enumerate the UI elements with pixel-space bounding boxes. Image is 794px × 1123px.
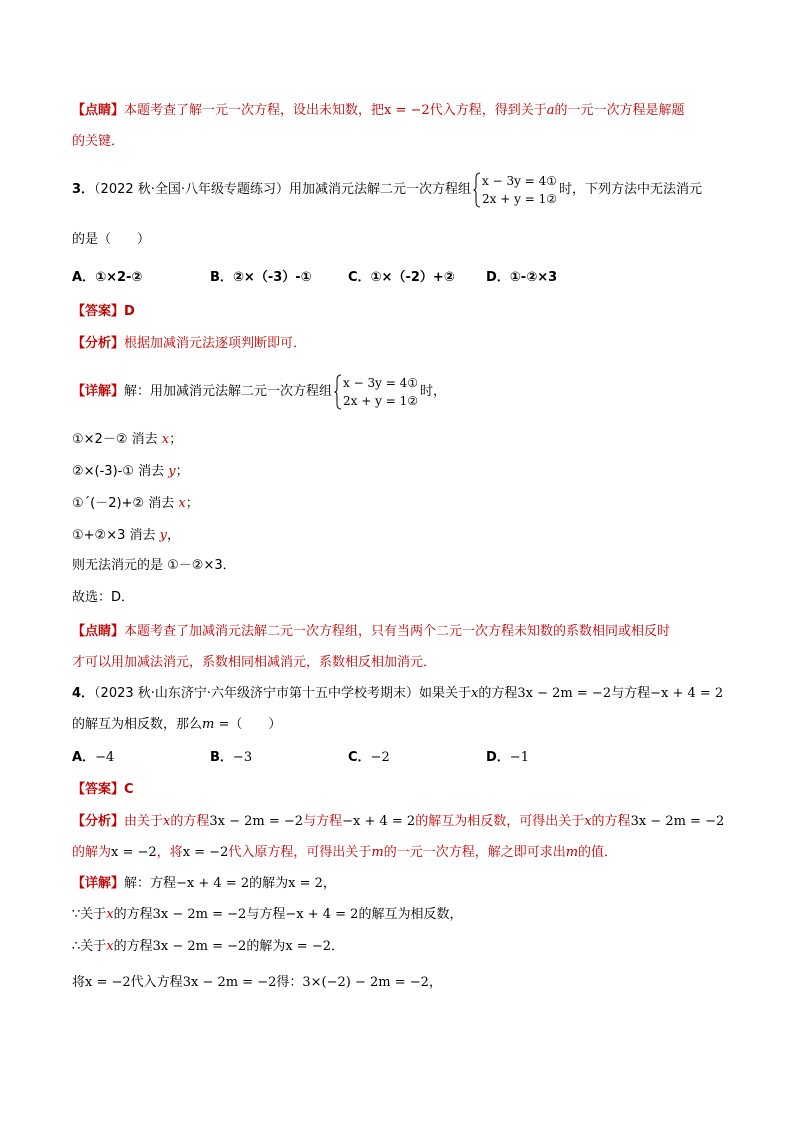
question-source: （2023 秋·山东济宁·六年级济宁市第十五中学校考期末）: [94, 686, 420, 701]
option-label: D．: [486, 270, 510, 285]
option-label: A．: [72, 270, 96, 285]
analysis-text: ，将: [156, 845, 183, 860]
option-text: −3: [232, 750, 253, 765]
choose-text: 故选：D．: [72, 590, 135, 605]
math-variable: y: [168, 464, 176, 479]
question-stem: 与方程: [611, 686, 651, 701]
question-source: （2022 秋·全国·八年级专题练习）: [94, 182, 290, 197]
math-expression: 3x − 2m = −2: [152, 939, 247, 954]
question-stem: 用加减消元法解二元一次方程组: [289, 182, 472, 197]
analysis-tag: 【分析】: [72, 336, 125, 351]
option-text: −1: [509, 750, 529, 765]
analysis-text: 的方程: [170, 814, 210, 829]
q3-stem-line2: [72, 230, 150, 250]
analysis-text: 的一元一次方程，解之即可求出: [383, 845, 566, 860]
question-stem: 的是（ ）: [72, 232, 151, 247]
equation-2: 2x + y = 1②: [482, 191, 557, 206]
math-expression: 3x − 2m = −2: [209, 814, 304, 829]
answer-value: D: [124, 304, 135, 319]
q4-stem-line1: [72, 684, 723, 704]
dianjing-text: 本题考查了解一元一次方程，设出未知数，把: [124, 103, 385, 118]
q4-detail-line1: [72, 874, 336, 894]
step-end: ；: [169, 432, 183, 447]
option-text: ①×（-2）+②: [370, 270, 455, 285]
option-d[interactable]: [486, 748, 529, 768]
q3-step: [72, 462, 189, 482]
answer-value: C: [124, 782, 134, 797]
q3-step: [72, 526, 180, 546]
math-expression: −x + 4 = 2: [342, 814, 416, 829]
option-label: B．: [210, 270, 233, 285]
detail-tag: 【详解】: [72, 384, 125, 399]
analysis-tag: 【分析】: [72, 814, 125, 829]
q4-detail-line4: [72, 973, 442, 993]
math-expression: 3×(−2) − 2m = −2: [302, 975, 429, 990]
question-stem: 的解互为相反数，那么: [72, 717, 203, 732]
analysis-text: 的方程: [591, 814, 631, 829]
math-variable: x: [161, 432, 170, 447]
dianjing-text: 的一元一次方程是解题: [554, 103, 685, 118]
step-end: ，: [167, 528, 181, 543]
question-stem: 的方程: [478, 686, 518, 701]
math-variable: m: [565, 845, 579, 860]
detail-text: ．: [331, 939, 345, 954]
math-expression: 3x − 2m = −2: [630, 814, 725, 829]
question-stem: 如果关于: [419, 686, 472, 701]
option-text: ②×（-3）-①: [232, 270, 312, 285]
math-expression: x = −2: [85, 975, 131, 990]
option-label: B．: [210, 750, 233, 765]
q3-analysis: [72, 334, 306, 354]
step-end: ；: [175, 464, 189, 479]
dianjing-text: 本题考查了加减消元法解二元一次方程组，只有当两个二元一次方程未知数的系数相同或相反时: [124, 624, 671, 639]
detail-text: 得：: [276, 975, 303, 990]
option-label: A．: [72, 750, 96, 765]
detail-text: 的解互为相反数，: [358, 907, 463, 922]
detail-text: 解：方程: [124, 876, 177, 891]
q4-detail-line3: [72, 937, 344, 957]
analysis-text: 的值．: [578, 845, 618, 860]
detail-text: ∵关于: [72, 907, 107, 922]
q4-analysis-line2: [72, 843, 617, 863]
detail-text: 解：用加减消元法解二元一次方程组: [124, 384, 333, 399]
option-text: −2: [370, 750, 390, 765]
dianjing-tag: 【点睛】: [72, 624, 125, 639]
analysis-text: 的解互为相反数，可得出关于: [415, 814, 585, 829]
math-variable: x: [106, 907, 114, 922]
q2-dianjing-line2: [72, 132, 124, 152]
equation-1: x − 3y = 4①: [482, 173, 557, 188]
option-a[interactable]: [72, 268, 142, 288]
dianjing-tag: 【点睛】: [72, 103, 125, 118]
q3-dianjing-line2: [72, 653, 436, 673]
option-b[interactable]: [210, 268, 312, 288]
question-stem: （ ）: [229, 717, 282, 732]
math-expression: x = −2: [285, 939, 331, 954]
detail-text: ∴关于: [72, 939, 107, 954]
q3-stem-line1: [72, 170, 702, 210]
detail-text: 的解为: [249, 876, 289, 891]
q3-step: [72, 494, 199, 514]
math-variable: a: [546, 103, 555, 118]
math-expression: 3x − 2m = −2: [517, 686, 612, 701]
q3-answer: [72, 302, 135, 322]
dianjing-text: 才可以用加减法消元，系数相同相减消元，系数相反相加消元．: [72, 655, 437, 670]
math-expression: x = 2: [288, 876, 323, 891]
analysis-text: 代入原方程，可得出关于: [228, 845, 372, 860]
brace-icon: [334, 374, 342, 410]
math-expression: 3x − 2m = −2: [182, 975, 277, 990]
q4-answer: [72, 780, 134, 800]
math-variable: x: [178, 496, 186, 511]
math-expression: −x + 4 = 2: [650, 686, 724, 701]
detail-text: 的解为: [246, 939, 286, 954]
option-text: ①-②×3: [509, 270, 558, 285]
detail-text: ，: [428, 975, 442, 990]
step-text: ①+②×3 消去: [72, 528, 160, 543]
option-d[interactable]: [486, 268, 557, 288]
step-text: ①´(－2)+② 消去: [72, 496, 179, 511]
option-b[interactable]: [210, 748, 252, 768]
detail-text: ，: [322, 876, 336, 891]
q3-conclusion: [72, 556, 236, 576]
answer-tag: 【答案】: [72, 304, 125, 319]
detail-text: 的方程: [113, 939, 153, 954]
conclusion-text: 则无法消元的是 ①－②×3．: [72, 558, 236, 573]
q4-stem-line2: [72, 715, 281, 735]
detail-tag: 【详解】: [72, 876, 125, 891]
option-text: ①×2-②: [95, 270, 143, 285]
option-text: −4: [95, 750, 115, 765]
math-expression: x = −2: [111, 845, 157, 860]
question-stem: 时，下列方法中无法消元: [559, 182, 703, 197]
analysis-text: 与方程: [303, 814, 343, 829]
math-variable: y: [159, 528, 167, 543]
q3-dianjing-line1: [72, 622, 670, 642]
math-expression: −x + 4 = 2: [285, 907, 359, 922]
detail-text: 代入方程: [130, 975, 183, 990]
math-variable: m: [371, 845, 384, 860]
equation-2: 2x + y = 1②: [343, 393, 418, 408]
math-variable: x: [106, 939, 114, 954]
math-expression: m =: [202, 717, 230, 732]
question-number: 3．: [72, 182, 95, 197]
option-a[interactable]: [72, 748, 114, 768]
q2-dianjing-line1: [72, 101, 684, 121]
math-expression: −x + 4 = 2: [176, 876, 250, 891]
analysis-text: 的解为: [72, 845, 112, 860]
dianjing-text: 的关键．: [72, 134, 125, 149]
math-expression: x = −2: [384, 103, 430, 118]
brace-icon: [473, 172, 481, 208]
equation-1: x − 3y = 4①: [343, 375, 418, 390]
question-number: 4．: [72, 686, 95, 701]
option-c[interactable]: [348, 748, 390, 768]
detail-text: 将: [72, 975, 86, 990]
q4-analysis-line1: [72, 812, 724, 832]
equation-system: [334, 374, 418, 410]
detail-text: 与方程: [246, 907, 286, 922]
detail-text: 的方程: [113, 907, 153, 922]
option-label: C．: [348, 750, 371, 765]
step-end: ；: [185, 496, 199, 511]
option-c[interactable]: [348, 268, 455, 288]
analysis-text: 根据加减消元法逐项判断即可．: [124, 336, 307, 351]
math-variable: x: [584, 814, 592, 829]
q3-detail-line: [72, 372, 446, 412]
math-variable: x: [163, 814, 171, 829]
answer-tag: 【答案】: [72, 782, 125, 797]
dianjing-text: 代入方程，得到关于: [429, 103, 547, 118]
option-label: C．: [348, 270, 371, 285]
math-expression: x = −2: [182, 845, 229, 860]
option-label: D．: [486, 750, 510, 765]
step-text: ②×(-3)-① 消去: [72, 464, 169, 479]
step-text: ①×2－② 消去: [72, 432, 162, 447]
math-expression: 3x − 2m = −2: [152, 907, 247, 922]
detail-text: 时，: [419, 384, 446, 399]
q3-choose: [72, 588, 134, 608]
equation-system: [473, 172, 557, 208]
q4-detail-line2: [72, 905, 462, 925]
q3-step: [72, 430, 182, 450]
math-variable: x: [471, 686, 479, 701]
analysis-text: 由关于: [124, 814, 164, 829]
